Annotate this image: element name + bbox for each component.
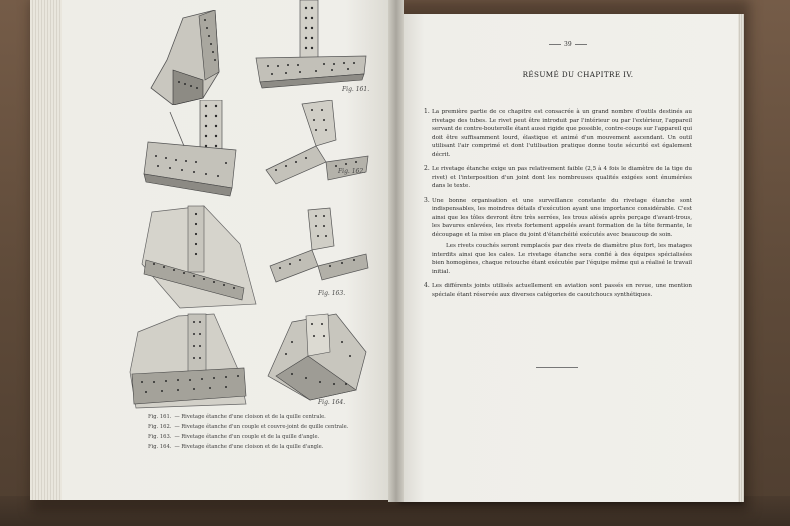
list-item: 1. La première partie de ce chapitre est consacrée à un grand nombre d'outils destinés au rivetage des tubes. Le rivet peut être introduit par l'intérieur ou par l'extérieur, l'appareil servant de contre-bouterolle étant aussi rigide que possible, contre-coups sur l'appareil qui doit être suffisamment lourd, élastique et animé d'un mouvement ascendant. Un outil utilisant l'air comprimé et dont l'utilisation pratique donne toute sécurité est également décrit. [424,108,692,158]
right-page-edges [738,14,744,502]
paragraph: La première partie de ce chapitre est consacrée à un grand nombre d'outils destinés au rivetage des tubes. Le rivet peut être introduit par l'intérieur ou par l'extérieur, l'appareil servant de contre-bouterolle étant aussi rigide que possible, contre-coups sur l'appareil qui doit être suffisamment lourd, élastique et animé d'un mouvement ascendant. Un outil utilisant l'air comprimé et dont l'utilisation pratique donne toute sécurité est également décrit. [432,109,692,158]
figure-label: Fig. 164. [318,399,346,406]
figure-illustration [140,100,240,200]
paragraph: Le rivetage étanche exige un pas relativement faible (2,5 à 4 fois le diamètre de la tige du rivet) et l'interposition d'un joint dont les nombreuses qualités exigées sont énumérées dans le texte. [432,166,692,189]
list-item: 4. Les différents joints utilisés actuellement en aviation sont passés en revue, une mention spéciale étant réservée aux diverses catégories de caoutchoucs synthétiques. [424,282,692,298]
figure-captions [148,412,378,452]
figure-label: Fig. 161. [342,86,370,93]
figure-illustration [145,10,245,105]
figure-illustration [246,0,370,92]
summary-list [424,108,692,305]
book-gutter [388,0,404,502]
paragraph: Les différents joints utilisés actuellement en aviation sont passés en revue, une mention spéciale étant réservée aux diverses catégories de caoutchoucs synthétiques. [432,283,692,298]
figure-illustration [268,206,370,286]
figure-label: Fig. 163. [318,290,346,297]
paragraph: Les rivets couchés seront remplacés par des rivets de diamètre plus fort, les matages interdits ainsi que les cales. Le rivetage étanche sera confié à des équipes spécialisées bien homogènes, chaque retouche étant exécutée par l'équipe même qui a réalisé le travail initial. [432,243,692,275]
figure-illustration [128,312,248,410]
caption-line: Fig. 162. — Rivetage étanche d'un couple et couvre-joint de quille centrale. [148,424,349,430]
page-number: 39 [546,41,590,48]
end-rule [536,367,578,368]
caption-line: Fig. 161. — Rivetage étanche d'une cloison et de la quille centrale. [148,414,326,420]
chapter-summary-title: RÉSUMÉ DU CHAPITRE IV. [522,70,634,79]
caption-line: Fig. 163. — Rivetage étanche d'un couple et de la quille d'angle. [148,434,320,440]
figure-illustration [140,204,260,314]
paragraph: Une bonne organisation et une surveillance constante du rivetage étanche sont indispensables, les moindres détails d'exécution ayant une importance considérable. C'est ainsi que les tôles devront être très serrées, les trous alésés après perçage d'avant-trous, les bavures enlevées, les rivets fortement appelés avant formation de la tête fermante, le découpage et la mise en place du joint d'étanchéité exécutés avec beaucoup de soin. [432,197,692,238]
list-item: 3. Une bonne organisation et une surveillance constante du rivetage étanche sont indispensables, les moindres détails d'exécution ayant une importance considérable. C'est ainsi que les tôles devront être très serrées, les trous alésés après perçage d'avant-trous, les bavures enlevées, les rivets fortement appelés avant formation de la tête fermante, le découpage et la mise en place du joint d'étanchéité exécutés avec beaucoup de soin. Les rivets couchés seront remplacés par des rivets de diamètre plus fort, les matages interdits ainsi que les cales. Le rivetage étanche sera confié à des équipes spécialisées bien homogènes, chaque retouche étant exécutée par l'équipe même qui a réalisé le travail initial. [424,196,692,275]
figure-illustration [262,312,372,402]
caption-line: Fig. 164. — Rivetage étanche d'une cloison et de la quille d'angle. [148,444,324,450]
list-item: 2. Le rivetage étanche exige un pas relativement faible (2,5 à 4 fois le diamètre de la tige du rivet) et l'interposition d'un joint dont les nombreuses qualités exigées sont énumérées dans le texte. [424,165,692,189]
figure-label: Fig. 162. [338,168,366,175]
